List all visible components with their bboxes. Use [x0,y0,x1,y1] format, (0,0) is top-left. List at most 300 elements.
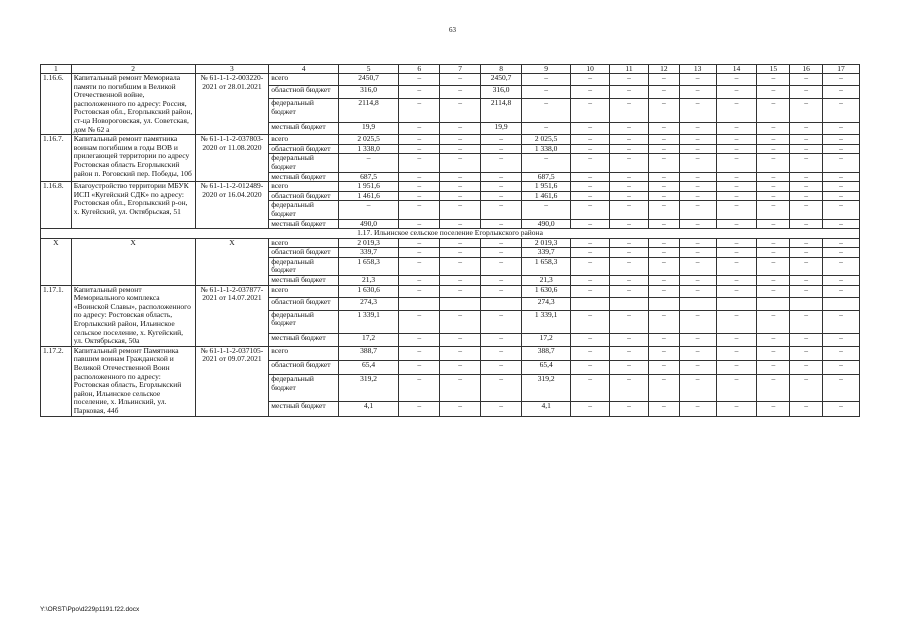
value-cell: – [822,257,859,275]
value-total: 274,3 [338,298,398,310]
value-cell: – [399,86,440,98]
value-cell: – [610,144,649,154]
value-cell: – [679,346,716,360]
value-cell: – [399,375,440,402]
expertise-number: № 61-1-1-2-037803-2020 от 11.08.2020 [195,135,269,182]
value-cell: – [399,310,440,334]
value-cell: – [399,172,440,182]
value-cell: – [481,375,522,402]
value-cell: – [648,257,679,275]
value-cell: – [571,285,610,297]
item-name: Капитальный ремонт Памятника павшим воинам Гражданской и Великой Отечественной Воин расположенного по адресу: Ростовская область, Егорлыкский район, Ильинское сельское поселение, х. Ильинский, ул. Парковая, 44б [71,346,195,416]
value-cell: – [440,375,481,402]
value-cell: – [610,172,649,182]
value-cell: – [822,238,859,248]
value-cell: – [399,402,440,416]
value-cell: – [481,144,522,154]
value-cell: – [481,402,522,416]
value-cell: – [757,219,790,229]
value-cell [481,298,522,310]
column-header: 8 [481,65,522,74]
value-cell: – [822,361,859,375]
budget-label: федеральный бюджет [269,201,339,219]
value-cell: 1 658,3 [522,257,571,275]
value-cell: – [481,334,522,347]
value-cell [571,298,610,310]
expertise-number: № 61-1-1-2-037877-2021 от 14.07.2021 [195,285,269,346]
header-row [41,65,860,74]
value-total: – [338,154,398,172]
value-cell: – [716,86,757,98]
value-cell: – [757,154,790,172]
value-cell: – [481,310,522,334]
value-cell: – [757,74,790,86]
value-cell: – [757,122,790,135]
value-cell: – [679,172,716,182]
column-header: 6 [399,65,440,74]
value-cell: – [440,182,481,192]
value-cell: – [481,201,522,219]
value-cell: – [481,238,522,248]
value-cell: – [716,74,757,86]
value-cell: 274,3 [522,298,571,310]
value-cell: – [822,334,859,347]
column-header: 9 [522,65,571,74]
value-cell: – [757,98,790,122]
value-cell: – [790,191,823,201]
file-path-footer: Y:\ORST\Ppo\d229p1191.f22.docx [40,606,140,613]
value-cell: – [716,98,757,122]
value-cell: – [481,182,522,192]
value-cell: – [822,122,859,135]
column-header: 13 [679,65,716,74]
value-cell: – [610,191,649,201]
value-cell: – [522,98,571,122]
value-cell: – [679,144,716,154]
value-cell: – [679,191,716,201]
value-cell: – [648,310,679,334]
value-cell: – [399,276,440,286]
value-cell: – [648,276,679,286]
value-cell: – [440,154,481,172]
value-cell: – [440,276,481,286]
value-cell: – [481,219,522,229]
value-cell [440,298,481,310]
value-cell: – [571,375,610,402]
value-cell: – [679,98,716,122]
value-cell: – [522,86,571,98]
value-cell: – [790,310,823,334]
value-cell: – [571,361,610,375]
value-cell: – [648,346,679,360]
item-name: Капитальный ремонт памятника воинам погибшим в годы ВОВ и прилегающей территории по адресу Ростовская область Егорлыкский район п. Роговский пер. Победы, 10б [71,135,195,182]
value-cell: – [679,219,716,229]
value-cell: – [648,191,679,201]
column-header: 5 [338,65,398,74]
table-row [41,74,860,86]
value-cell: – [757,238,790,248]
value-cell: – [822,201,859,219]
value-cell: – [648,135,679,145]
value-cell: – [440,86,481,98]
column-header: 1 [41,65,72,74]
value-cell: 2450,7 [481,74,522,86]
value-cell: – [679,402,716,416]
value-cell: – [399,135,440,145]
value-cell: – [522,74,571,86]
value-cell: – [757,346,790,360]
budget-label: областной бюджет [269,298,339,310]
value-cell: – [822,402,859,416]
value-cell: – [822,346,859,360]
value-cell: – [440,257,481,275]
value-cell: – [440,219,481,229]
value-cell: – [790,238,823,248]
value-cell: – [571,122,610,135]
value-cell: – [571,86,610,98]
item-number: 1.17.1. [41,285,72,346]
value-cell: – [610,122,649,135]
value-cell: 65,4 [522,361,571,375]
value-cell: – [571,98,610,122]
value-cell: – [648,402,679,416]
value-cell: – [679,257,716,275]
value-cell: – [822,74,859,86]
value-cell: – [522,122,571,135]
value-cell: – [716,248,757,258]
value-cell [822,298,859,310]
value-cell: – [822,154,859,172]
value-cell: – [610,135,649,145]
value-cell: – [679,310,716,334]
value-total: 1 461,6 [338,191,398,201]
value-cell: – [822,375,859,402]
value-cell: – [610,182,649,192]
value-total: 490,0 [338,219,398,229]
value-cell: – [757,402,790,416]
value-total: 339,7 [338,248,398,258]
value-cell: – [571,248,610,258]
value-cell: – [610,86,649,98]
value-cell: – [716,285,757,297]
value-cell: – [440,402,481,416]
value-total: 2114,8 [338,98,398,122]
value-total: 316,0 [338,86,398,98]
value-cell: – [716,172,757,182]
value-cell: – [757,257,790,275]
value-cell: – [440,346,481,360]
value-cell: – [757,310,790,334]
value-cell: – [757,201,790,219]
value-cell: – [679,201,716,219]
value-total: 21,3 [338,276,398,286]
value-cell: – [648,361,679,375]
value-cell: – [648,154,679,172]
value-cell [790,298,823,310]
value-cell: – [399,122,440,135]
value-cell: – [399,74,440,86]
value-cell: – [716,201,757,219]
value-cell: – [679,74,716,86]
value-cell: – [522,201,571,219]
value-cell: – [822,219,859,229]
value-cell: – [399,154,440,172]
value-cell: – [571,257,610,275]
budget-label: областной бюджет [269,248,339,258]
value-cell: – [679,375,716,402]
value-cell: – [440,238,481,248]
value-total: 319,2 [338,375,398,402]
value-cell: – [610,276,649,286]
value-cell: – [716,219,757,229]
value-cell: – [399,219,440,229]
value-cell: – [610,361,649,375]
value-cell: 17,2 [522,334,571,347]
value-cell: – [399,238,440,248]
value-total: 2 025,5 [338,135,398,145]
value-cell: 1 951,6 [522,182,571,192]
value-cell: – [790,346,823,360]
value-cell: – [648,334,679,347]
value-cell: – [440,361,481,375]
value-cell: – [399,201,440,219]
item-number: 1.16.8. [41,182,72,229]
value-cell: – [716,154,757,172]
value-cell: – [399,361,440,375]
value-cell: – [822,191,859,201]
value-total: 1 339,1 [338,310,398,334]
value-cell: – [716,182,757,192]
budget-label: местный бюджет [269,172,339,182]
budget-label: всего [269,285,339,297]
value-total: 19,9 [338,122,398,135]
budget-label: местный бюджет [269,219,339,229]
value-cell: – [679,86,716,98]
value-cell: – [790,98,823,122]
value-cell: – [399,257,440,275]
value-cell: – [716,346,757,360]
expertise-number: № 61-1-1-2-003220-2021 от 28.01.2021 [195,74,269,135]
value-cell: – [790,334,823,347]
value-cell: – [648,122,679,135]
value-cell: – [610,334,649,347]
value-cell: – [610,285,649,297]
value-cell: – [481,361,522,375]
value-total: 65,4 [338,361,398,375]
value-cell: – [571,135,610,145]
value-cell: – [440,334,481,347]
value-cell: – [481,191,522,201]
table-row [41,182,860,192]
value-cell: – [440,248,481,258]
value-total: 2 019,3 [338,238,398,248]
value-cell: 490,0 [522,219,571,229]
value-total: 1 658,3 [338,257,398,275]
budget-label: областной бюджет [269,86,339,98]
value-cell: – [716,135,757,145]
value-cell [648,298,679,310]
column-header: 11 [610,65,649,74]
value-cell: 1 461,6 [522,191,571,201]
value-cell: – [481,276,522,286]
budget-label: местный бюджет [269,402,339,416]
value-cell: – [648,219,679,229]
value-total: 17,2 [338,334,398,347]
value-cell: – [790,135,823,145]
value-cell: – [757,248,790,258]
value-cell: – [716,334,757,347]
budget-table [40,64,860,417]
budget-label: местный бюджет [269,334,339,347]
value-cell: – [716,361,757,375]
value-cell: – [822,182,859,192]
value-cell: – [790,257,823,275]
column-header: 4 [269,65,339,74]
value-cell: – [610,375,649,402]
value-cell: – [648,182,679,192]
budget-label: всего [269,182,339,192]
value-cell: – [648,285,679,297]
column-header: 16 [790,65,823,74]
value-cell: – [679,285,716,297]
value-cell: – [716,144,757,154]
budget-label: местный бюджет [269,276,339,286]
value-cell: – [757,375,790,402]
value-cell: – [571,172,610,182]
item-name: Капитальный ремонт Мемориала памяти по погибшим в Великой Отечественной войне, расположенного по адресу: Россия, Ростовская обл., Егорлыкский район, ст-ца Новороговская, ул. Советская, дом № 62 а [71,74,195,135]
expertise-number: № 61-1-1-2-012489-2020 от 16.04.2020 [195,182,269,229]
value-cell: – [790,201,823,219]
value-cell: – [571,346,610,360]
value-cell: – [716,122,757,135]
value-cell: – [399,285,440,297]
value-cell: – [399,191,440,201]
value-cell: – [440,172,481,182]
value-cell: – [648,144,679,154]
value-cell: – [481,135,522,145]
value-cell: – [610,310,649,334]
value-cell: – [481,346,522,360]
value-cell: – [716,191,757,201]
page-number: 63 [449,26,456,34]
value-cell: – [822,248,859,258]
value-cell: – [790,248,823,258]
value-cell [757,298,790,310]
value-cell: 319,2 [522,375,571,402]
value-cell: 1 630,6 [522,285,571,297]
value-cell: – [757,191,790,201]
column-header: 14 [716,65,757,74]
budget-label: федеральный бюджет [269,98,339,122]
value-total: 4,1 [338,402,398,416]
value-cell: – [610,248,649,258]
value-cell: – [679,248,716,258]
column-header: 10 [571,65,610,74]
value-cell [679,298,716,310]
value-cell: – [648,375,679,402]
x-mark: Х [71,238,195,285]
column-header: 7 [440,65,481,74]
value-cell: – [790,182,823,192]
value-cell: 316,0 [481,86,522,98]
value-cell: – [481,172,522,182]
value-cell: – [790,154,823,172]
value-cell: – [571,310,610,334]
value-cell: – [648,201,679,219]
value-cell: – [399,182,440,192]
value-cell: – [481,248,522,258]
value-total: – [338,201,398,219]
value-cell: – [790,285,823,297]
value-cell: – [571,276,610,286]
value-cell: – [790,276,823,286]
value-cell: 2 019,3 [522,238,571,248]
value-cell: – [440,122,481,135]
budget-label: федеральный бюджет [269,310,339,334]
value-cell: 388,7 [522,346,571,360]
value-cell: – [822,310,859,334]
value-cell: – [790,375,823,402]
value-cell: 19,9 [481,122,522,135]
value-cell: – [571,144,610,154]
value-cell: – [757,182,790,192]
value-cell: – [440,191,481,201]
value-cell: – [571,74,610,86]
value-cell: – [522,154,571,172]
value-total: 388,7 [338,346,398,360]
column-header: 15 [757,65,790,74]
value-cell: – [716,310,757,334]
value-cell: – [679,361,716,375]
value-total: 1 951,6 [338,182,398,192]
value-cell: – [399,248,440,258]
table-row [41,346,860,360]
value-cell: – [440,285,481,297]
value-cell: – [716,276,757,286]
column-header: 3 [195,65,269,74]
value-cell: – [571,219,610,229]
value-cell: 339,7 [522,248,571,258]
column-header: 12 [648,65,679,74]
item-number: 1.17.2. [41,346,72,416]
value-cell: – [399,98,440,122]
value-cell: – [440,201,481,219]
value-cell: – [481,285,522,297]
budget-label: всего [269,346,339,360]
value-cell: – [757,334,790,347]
value-cell: – [679,154,716,172]
value-cell: – [648,74,679,86]
value-cell: – [716,257,757,275]
value-cell: – [757,285,790,297]
value-cell: – [822,135,859,145]
value-cell: – [571,238,610,248]
budget-label: всего [269,135,339,145]
value-total: 2450,7 [338,74,398,86]
budget-label: областной бюджет [269,361,339,375]
value-cell: – [399,144,440,154]
value-cell [716,298,757,310]
budget-label: федеральный бюджет [269,154,339,172]
value-cell [610,298,649,310]
item-number: 1.16.7. [41,135,72,182]
section-title: 1.17. Ильинское сельское поселение Егорлыкского района [41,229,860,239]
item-number: 1.16.6. [41,74,72,135]
value-cell: 2114,8 [481,98,522,122]
x-mark: Х [195,238,269,285]
value-cell: – [610,238,649,248]
value-cell: – [610,219,649,229]
